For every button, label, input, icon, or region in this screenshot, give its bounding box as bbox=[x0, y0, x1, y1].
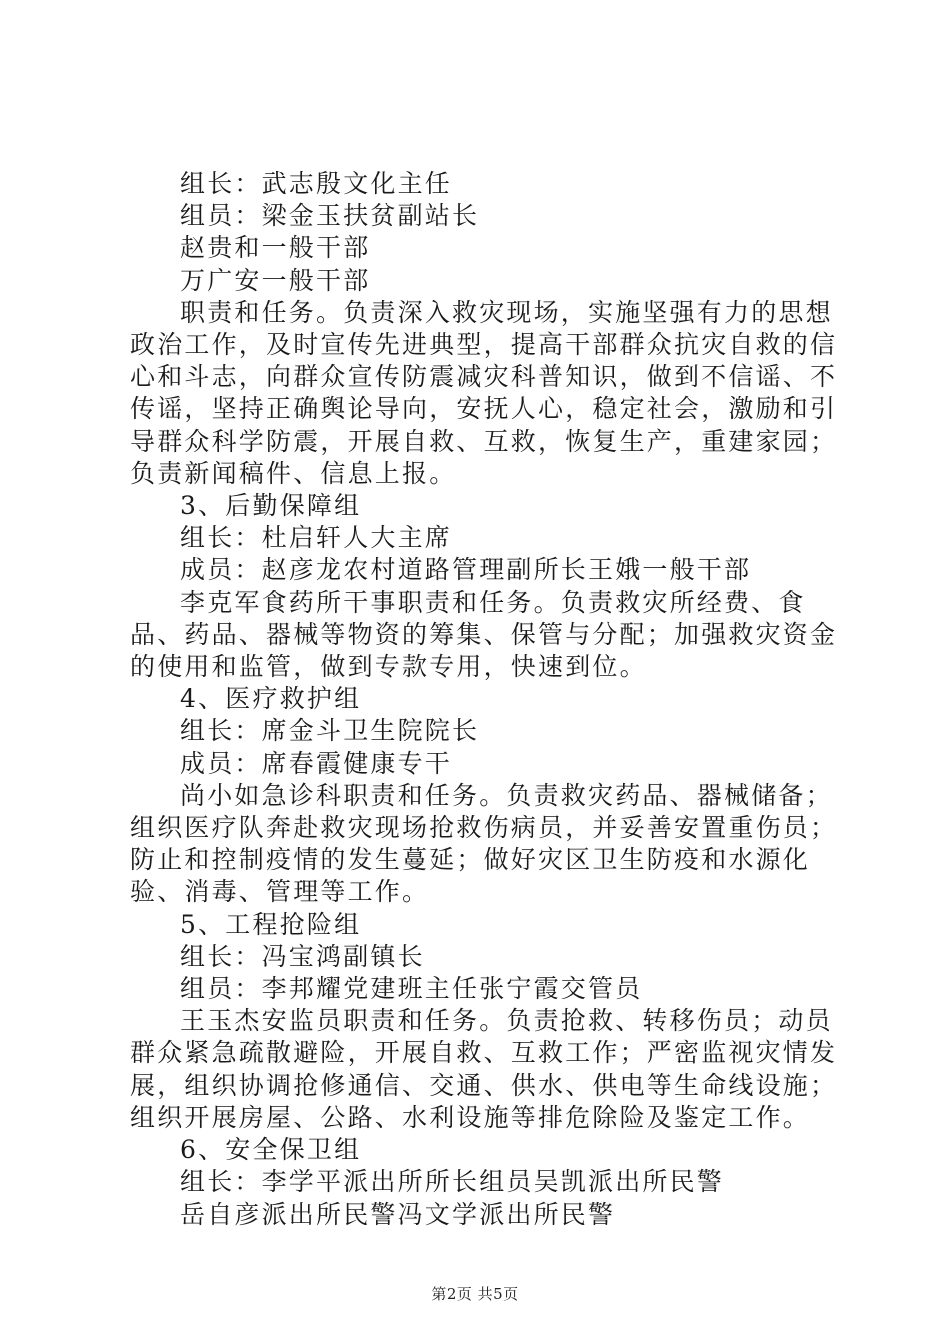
section-heading-medical: 4、医疗救护组 bbox=[180, 684, 362, 714]
line-members-security: 岳自彦派出所民警冯文学派出所民警 bbox=[180, 1199, 616, 1229]
line-members-logistics: 成员：赵彦龙农村道路管理副所长王娥一般干部 bbox=[180, 555, 752, 585]
line-leader-security: 组长：李学平派出所所长组员吴凯派出所民警 bbox=[180, 1167, 725, 1197]
line-leader-propaganda: 组长：武志殷文化主任 bbox=[180, 169, 453, 198]
line-leader-engineering: 组长：冯宝鸿副镇长 bbox=[180, 941, 425, 971]
line-member-propaganda: 组员：梁金玉扶贫副站长 bbox=[180, 201, 480, 231]
section-heading-logistics: 3、后勤保障组 bbox=[180, 491, 362, 521]
section-heading-security: 6、安全保卫组 bbox=[180, 1135, 362, 1165]
page-number-footer: 第2页 共5页 bbox=[431, 1285, 519, 1303]
duties-propaganda: 职责和任务。负责深入救灾现场，实施坚强有力的思想政治工作，及时宣传先进典型，提高干部群众抗灾自救的信心和斗志，向群众宣传防震减灾科普知识，做到不信谣、不传谣，坚持正确舆论导向，安抚人心，稳定社会，激励和引导群众科学防震，开展自救、互救，恢复生产，重建家园；负责新闻稿件、信息上报。 bbox=[130, 297, 838, 488]
line-leader-medical: 组长：席金斗卫生院院长 bbox=[180, 716, 480, 746]
duties-logistics: 李克军食药所干事职责和任务。负责救灾所经费、食品、药品、器械等物资的筹集、保管与分配；加强救灾资金的使用和监管，做到专款专用，快速到位。 bbox=[130, 587, 838, 682]
duties-medical: 尚小如急诊科职责和任务。负责救灾药品、器械储备；组织医疗队奔赴救灾现场抢救伤病员，并妥善安置重伤员；防止和控制疫情的发生蔓延；做好灾区卫生防疫和水源化验、消毒、管理等工作。 bbox=[130, 780, 838, 907]
line-leader-logistics: 组长：杜启轩人大主席 bbox=[180, 523, 453, 553]
section-heading-engineering: 5、工程抢险组 bbox=[180, 909, 362, 939]
document-body bbox=[0, 168, 950, 1231]
line-members-medical: 成员：席春霞健康专干 bbox=[180, 748, 453, 778]
line-member-zhao: 赵贵和一般干部 bbox=[180, 233, 371, 263]
duties-engineering: 王玉杰安监员职责和任务。负责抢救、转移伤员；动员群众紧急疏散避险，开展自救、互救工作；严密监视灾情发展，组织协调抢修通信、交通、供水、供电等生命线设施；组织开展房屋、公路、水利设施等排危除险及鉴定工作。 bbox=[130, 1006, 838, 1132]
line-member-wan: 万广安一般干部 bbox=[180, 265, 371, 295]
line-members-engineering: 组员：李邦耀党建班主任张宁霞交管员 bbox=[180, 974, 643, 1004]
